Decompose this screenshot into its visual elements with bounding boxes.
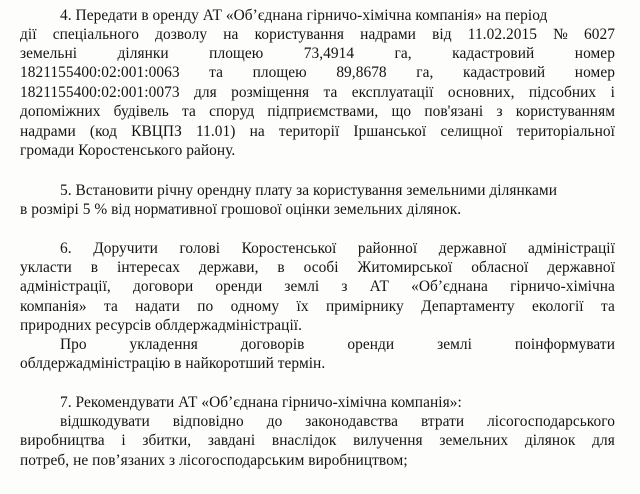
p5-line-2: в розмірі 5 % від нормативної грошової оцінки земельних ділянок. [20,201,462,218]
p4-line-8: громади Коростенського району. [20,142,236,159]
p4-line-1: 4. Передати в оренду АТ «Об’єднана гірничо-хімічна компанія» на період [60,7,548,24]
p6-line-6: Про укладення договорів оренди землі поінформувати [60,336,615,353]
p6-line-5: природних ресурсів облдержадміністрації. [20,317,303,334]
p4-line-6: допоміжних будівель та споруд підприємствами, що пов'язані з користуванням [20,103,615,120]
p6-line-3: адміністрації, договори оренди землі з АТ «Об’єднана гірничо-хімічна [20,278,615,295]
p4-line-7: надрами (код КВЦПЗ 11.01) на території Іршанської селищної територіальної [20,123,615,140]
p6-line-4: компанія» та надати по одному їх примірнику Департаменту екології та [20,298,615,315]
p7-line-1: 7. Рекомендувати АТ «Об’єднана гірничо-хімічна компанія»: [60,394,462,411]
p4-line-2: дії спеціального дозволу на користування надрами від 11.02.2015 № 6027 [20,26,615,43]
p6-line-7: облдержадміністрацію в найкоротший термін. [20,355,326,372]
p5-line-1: 5. Встановити річну орендну плату за користування земельними ділянками [60,182,558,199]
p7-line-2: відшкодувати відповідно до законодавства втрати лісогосподарського [60,413,615,430]
p4-line-4: 1821155400:02:001:0063 та площею 89,8678 га, кадастровий номер [20,64,615,81]
p7-line-3: виробництва і збитки, завдані внаслідок вилучення земельних ділянок для [20,432,615,449]
p4-line-5: 1821155400:02:001:0073 для розміщення та експлуатації основних, підсобних і [20,84,615,101]
p7-line-4: потреб, не пов’язаних з лісогосподарським виробництвом; [20,452,408,469]
p6-line-1: 6. Доручити голові Коростенської районної державної адміністрації [60,240,615,257]
p6-line-2: укласти в інтересах держави, в особі Житомирської обласної державної [20,259,615,276]
p4-line-3: земельні ділянки площею 73,4914 га, кадастровий номер [20,45,615,62]
